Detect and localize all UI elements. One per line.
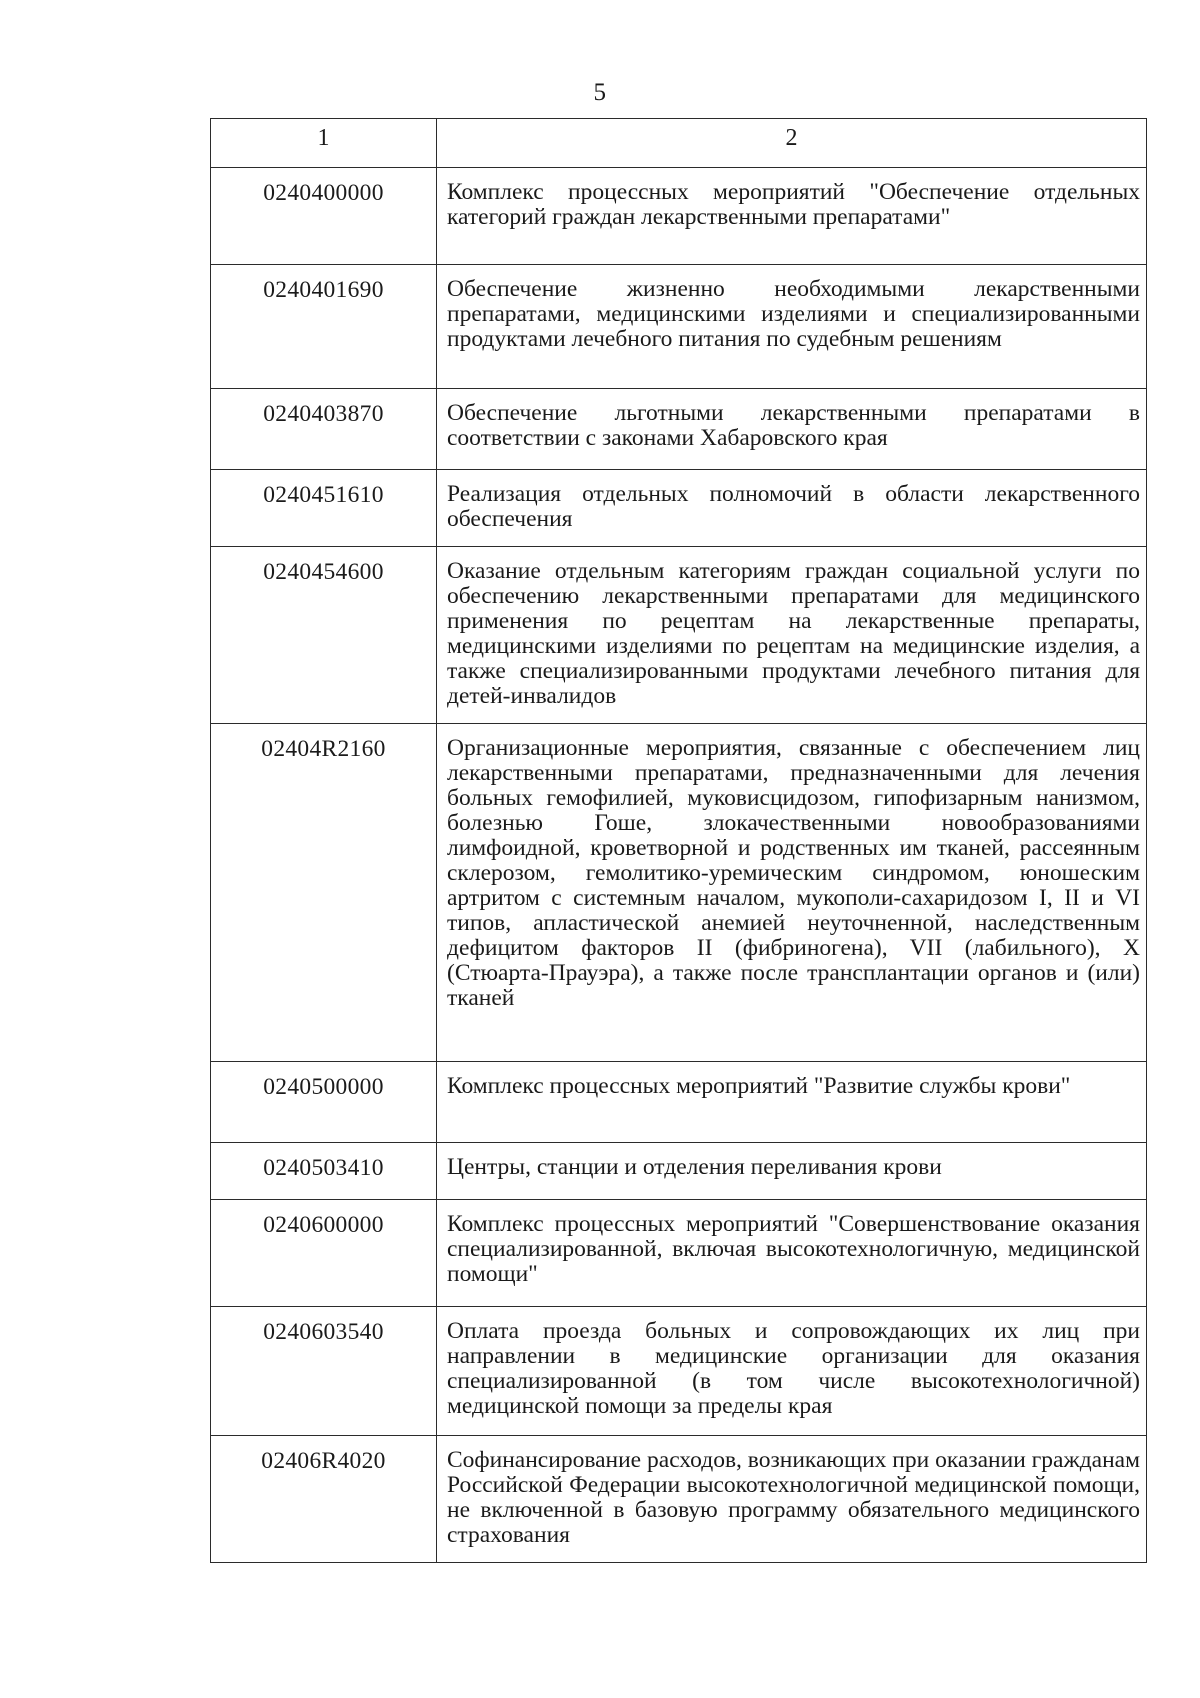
row-description: Комплекс процессных мероприятий "Совершенствование оказания специализированной, включая высокотехнологичную, медицинской помощи": [437, 1200, 1147, 1307]
row-code: 0240503410: [211, 1143, 437, 1200]
row-description: Обеспечение жизненно необходимыми лекарственными препаратами, медицинскими изделиями и специализированными продуктами лечебного питания по судебным решениям: [437, 265, 1147, 389]
row-code: 0240454600: [211, 547, 437, 724]
table-row: [211, 168, 1147, 265]
table-row: [211, 1307, 1147, 1436]
column-header-code: 1: [211, 119, 437, 168]
row-description: Организационные мероприятия, связанные с обеспечением лиц лекарственными препаратами, предназначенными для лечения больных гемофилией, муковисцидозом, гипофизарным нанизмом, болезнью Гоше, злокачественными новообразованиями лимфоидной, кроветворной и родственных им тканей, рассеянным склерозом, гемолитико-уремическим синдромом, юношеским артритом с системным началом, мукополи-сахаридозом I, II и VI типов, апластической анемией неуточненной, наследственным дефицитом факторов II (фибриногена), VII (лабильного), X (Стюарта-Прауэра), а также после трансплантации органов и (или) тканей: [437, 724, 1147, 1062]
row-description: Комплекс процессных мероприятий "Развитие службы крови": [437, 1062, 1147, 1143]
row-code: 0240403870: [211, 389, 437, 470]
row-code: 0240451610: [211, 470, 437, 547]
row-description: Обеспечение льготными лекарственными препаратами в соответствии с законами Хабаровского края: [437, 389, 1147, 470]
page-number: 5: [593, 79, 607, 106]
table-row: [211, 389, 1147, 470]
table-row: [211, 1143, 1147, 1200]
table-row: [211, 1062, 1147, 1143]
table-row: [211, 1200, 1147, 1307]
table-row: [211, 265, 1147, 389]
row-description: Оказание отдельным категориям граждан социальной услуги по обеспечению лекарственными препаратами для медицинского применения по рецептам на лекарственные препараты, медицинскими изделиями по рецептам на медицинские изделия, а также специализированными продуктами лечебного питания для детей-инвалидов: [437, 547, 1147, 724]
column-header-description: 2: [437, 119, 1147, 168]
row-code: 0240400000: [211, 168, 437, 265]
table-header-row: [211, 119, 1147, 168]
table-row: [211, 724, 1147, 1062]
row-description: Реализация отдельных полномочий в области лекарственного обеспечения: [437, 470, 1147, 547]
row-code: 0240401690: [211, 265, 437, 389]
row-code: 02404R2160: [211, 724, 437, 1062]
row-description: Комплекс процессных мероприятий "Обеспечение отдельных категорий граждан лекарственными препаратами": [437, 168, 1147, 265]
row-description: Центры, станции и отделения переливания крови: [437, 1143, 1147, 1200]
table-row: [211, 1436, 1147, 1563]
table-row: [211, 470, 1147, 547]
row-code: 0240500000: [211, 1062, 437, 1143]
table-row: [211, 547, 1147, 724]
row-code: 0240600000: [211, 1200, 437, 1307]
row-description: Софинансирование расходов, возникающих при оказании гражданам Российской Федерации высокотехнологичной медицинской помощи, не включенной в базовую программу обязательного медицинского страхования: [437, 1436, 1147, 1563]
budget-classification-table: [210, 118, 1147, 1563]
row-code: 0240603540: [211, 1307, 437, 1436]
row-description: Оплата проезда больных и сопровождающих их лиц при направлении в медицинские организации для оказания специализированной (в том числе высокотехнологичной) медицинской помощи за пределы края: [437, 1307, 1147, 1436]
row-code: 02406R4020: [211, 1436, 437, 1563]
